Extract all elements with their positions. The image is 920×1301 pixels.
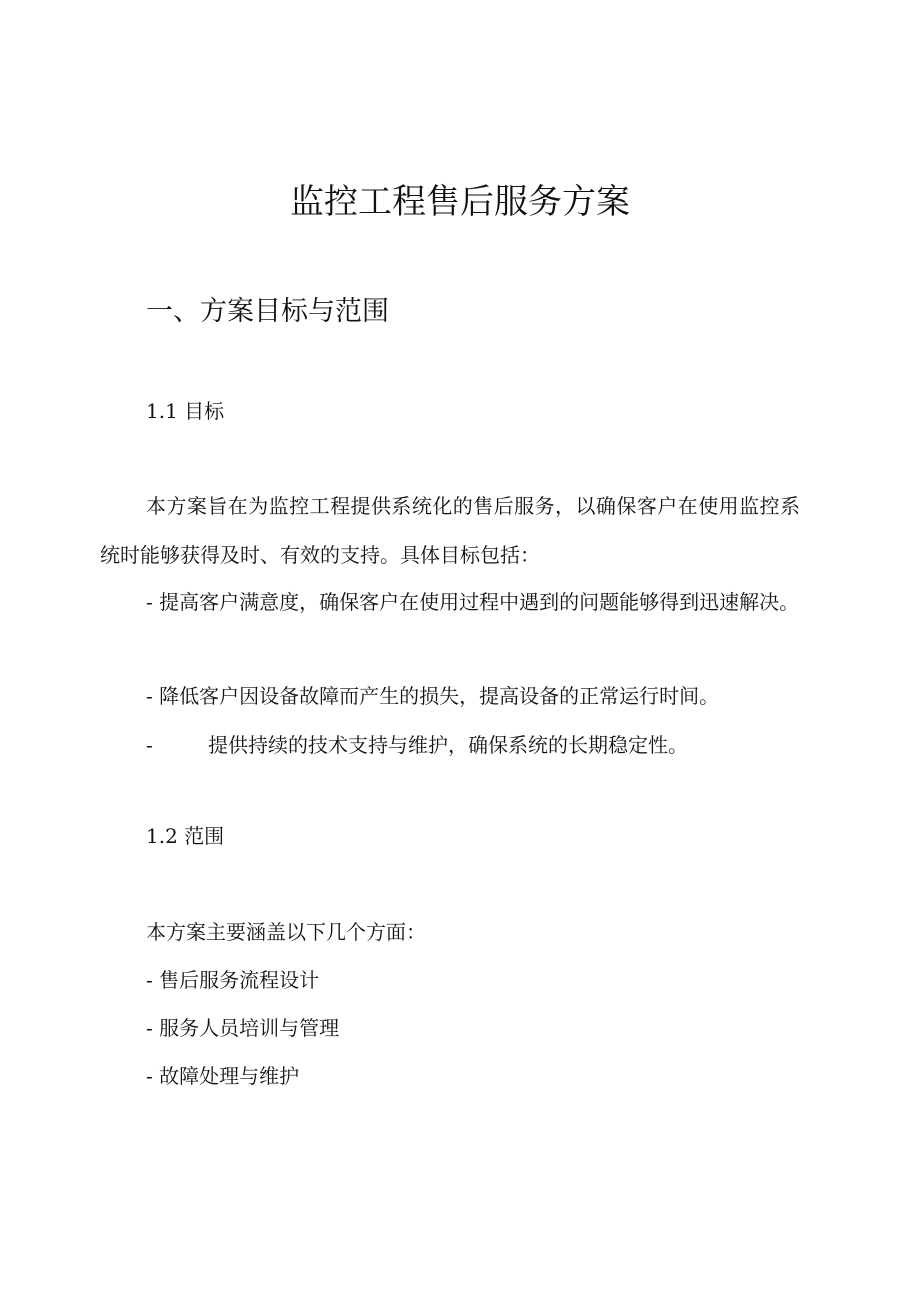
scope-item-1: - 售后服务流程设计: [146, 968, 320, 992]
subsection-heading-1-2: 1.2 范围: [146, 824, 225, 848]
section-heading-1: 一、方案目标与范围: [146, 296, 389, 327]
document-title: 监控工程售后服务方案: [290, 182, 630, 222]
goal-item-3: [146, 730, 688, 760]
subsection-heading-1-1: 1.1 目标: [146, 399, 225, 423]
goal-item-3-text: 提供持续的技术支持与维护，确保系统的长期稳定性。: [208, 733, 688, 757]
scope-intro: 本方案主要涵盖以下几个方面：: [146, 920, 426, 944]
goal-item-3-dash: -: [146, 733, 153, 757]
goal-item-2: - 降低客户因设备故障而产生的损失，提高设备的正常运行时间。: [146, 684, 720, 708]
scope-item-3: - 故障处理与维护: [146, 1064, 300, 1088]
scope-item-2: - 服务人员培训与管理: [146, 1016, 340, 1040]
goal-intro-paragraph: 本方案旨在为监控工程提供系统化的售后服务，以确保客户在使用监控系统时能够获得及时、有效的支持。具体目标包括：: [100, 494, 800, 567]
goal-item-1: - 提高客户满意度，确保客户在使用过程中遇到的问题能够得到迅速解决。: [146, 590, 800, 614]
